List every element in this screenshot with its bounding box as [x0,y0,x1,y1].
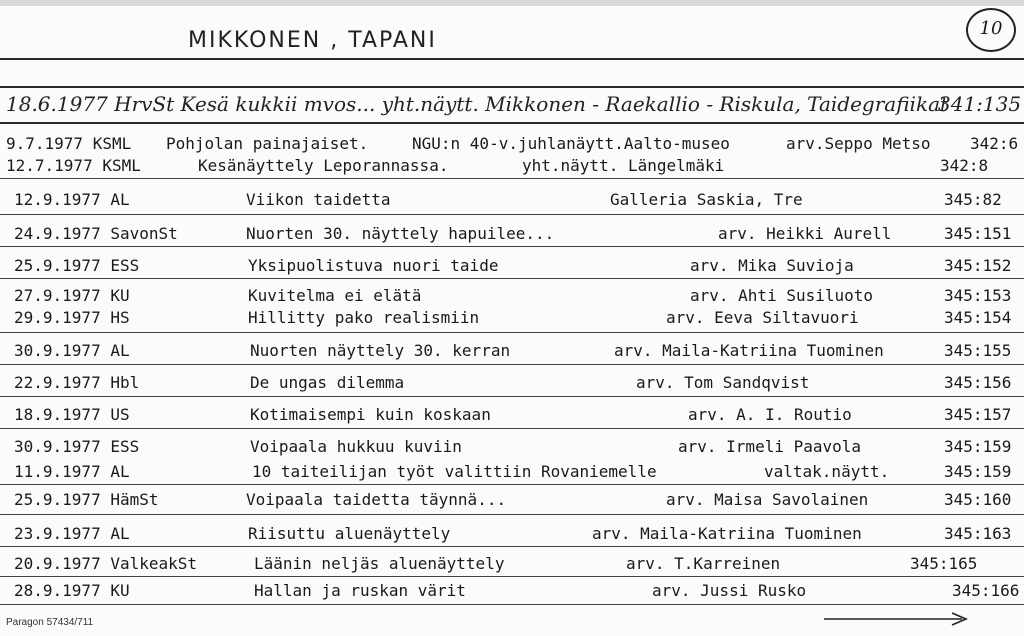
entry-ref: 345:157 [944,405,1012,424]
entry-row [0,286,1024,310]
entry-row [0,156,1024,180]
continue-arrow-icon [822,610,970,628]
entry-ref: 345:166 [952,581,1020,600]
entry-venue: NGU:n 40-v.juhlanäytt.Aalto-museo [412,134,730,153]
entry-title: Läänin neljäs aluenäyttely [254,554,505,573]
entry-venue: yht.näytt. Längelmäki [522,156,725,175]
entry-title: Pohjolan painajaiset. [166,134,369,153]
entry-title: Nuorten 30. näyttely hapuilee... [246,224,555,243]
entry-date: 27.9.1977 KU [14,286,130,305]
divider [0,576,1024,577]
entry-date: 30.9.1977 AL [14,341,130,360]
divider [0,332,1024,333]
entry-reviewer: arv. Maila-Katriina Tuominen [614,341,884,360]
entry-row [0,224,1024,248]
entry-row [0,308,1024,332]
entry-row [0,190,1024,214]
entry-row [0,256,1024,280]
entry-reviewer: arv. Mika Suvioja [690,256,854,275]
divider [0,514,1024,515]
entry-ref: 342:6 [970,134,1019,153]
entry-reviewer: arv. Jussi Rusko [652,581,807,600]
entry-date: 25.9.1977 HämSt [14,490,159,509]
divider [0,396,1024,397]
entry-row [0,490,1024,514]
entry-ref: 345:159 [944,462,1012,481]
entry-title: De ungas dilemma [250,373,405,392]
entry-date: 23.9.1977 AL [14,524,130,543]
entry-row [0,554,1024,578]
entry-ref: 345:163 [944,524,1012,543]
card-top-edge [0,0,1024,6]
entry-reviewer: arv. Maisa Savolainen [666,490,869,509]
divider [0,546,1024,547]
card-number-circle [966,8,1016,52]
card-name: MIKKONEN , TAPANI [188,28,437,53]
entry-reviewer: arv. Ahti Susiluoto [690,286,874,305]
entry-row [0,405,1024,429]
divider [0,178,1024,179]
entry-row [0,373,1024,397]
entry-ref: 345:159 [944,437,1012,456]
divider [0,428,1024,429]
entry-title: Kuvitelma ei elätä [248,286,422,305]
entry-reviewer: arv. Tom Sandqvist [636,373,810,392]
entry-reviewer: arv. Heikki Aurell [718,224,892,243]
entry-date: 22.9.1977 Hbl [14,373,140,392]
entry-date: 12.9.1977 AL [14,190,130,209]
divider [0,122,1024,124]
entry-title: Kotimaisempi kuin koskaan [250,405,491,424]
card-number: 10 [979,18,1003,39]
divider [0,364,1024,365]
entry-row [0,581,1024,605]
entry-ref: 345:151 [944,224,1012,243]
entry-title: Riisuttu aluenäyttely [248,524,451,543]
entry-title: Hillitty pako realismiin [248,308,480,327]
entry-ref: 345:156 [944,373,1012,392]
entry-reviewer: arv. A. I. Routio [688,405,852,424]
entry-row [0,341,1024,365]
divider [0,278,1024,279]
entry-ref: 342:8 [940,156,989,175]
entry-title: Kesänäyttely Leporannassa. [198,156,449,175]
entry-reviewer: arv. T.Karreinen [626,554,781,573]
entry-reviewer: arv.Seppo Metso [786,134,931,153]
entry-ref: 345:160 [944,490,1012,509]
entry-ref: 345:82 [944,190,1002,209]
entry-reviewer: arv. Eeva Siltavuori [666,308,859,327]
entry-title: Voipaala taidetta täynnä... [246,490,507,509]
entry-row [0,437,1024,461]
entry-row [0,462,1024,486]
entry-title: Voipaala hukkuu kuviin [250,437,462,456]
divider [0,604,1024,605]
divider [0,484,1024,485]
print-code: Paragon 57434/711 [6,617,94,628]
handwritten-ref: 341:135 [938,92,1022,116]
entry-title: Viikon taidetta [246,190,391,209]
divider [0,246,1024,247]
entry-title: Hallan ja ruskan värit [254,581,466,600]
entry-row [0,134,1024,158]
entry-date: 29.9.1977 HS [14,308,130,327]
entry-ref: 345:153 [944,286,1012,305]
entry-title: Nuorten näyttely 30. kerran [250,341,511,360]
entry-venue: Galleria Saskia, Tre [610,190,803,209]
entry-date: 12.7.1977 KSML [6,156,141,175]
entry-date: 18.9.1977 US [14,405,130,424]
entry-title: 10 taiteilijan työt valittiin Rovaniemelle [252,462,657,481]
entry-reviewer: arv. Irmeli Paavola [678,437,862,456]
entry-ref: 345:165 [910,554,978,573]
entry-title: Yksipuolistuva nuori taide [248,256,499,275]
entry-date: 24.9.1977 SavonSt [14,224,178,243]
entry-date: 20.9.1977 ValkeakSt [14,554,198,573]
entry-reviewer: valtak.näytt. [764,462,890,481]
entry-ref: 345:154 [944,308,1012,327]
handwritten-entry: 18.6.1977 HrvSt Kesä kukkii mvos... yht.näytt. Mikkonen - Raekallio - Riskula, Taidegrafiikat [6,92,949,116]
entry-ref: 345:155 [944,341,1012,360]
entry-date: 28.9.1977 KU [14,581,130,600]
divider [0,58,1024,60]
entry-ref: 345:152 [944,256,1012,275]
divider [0,214,1024,215]
entry-date: 11.9.1977 AL [14,462,130,481]
entry-reviewer: arv. Maila-Katriina Tuominen [592,524,862,543]
entry-date: 25.9.1977 ESS [14,256,140,275]
entry-row [0,524,1024,548]
divider [0,86,1024,88]
entry-date: 9.7.1977 KSML [6,134,132,153]
entry-date: 30.9.1977 ESS [14,437,140,456]
